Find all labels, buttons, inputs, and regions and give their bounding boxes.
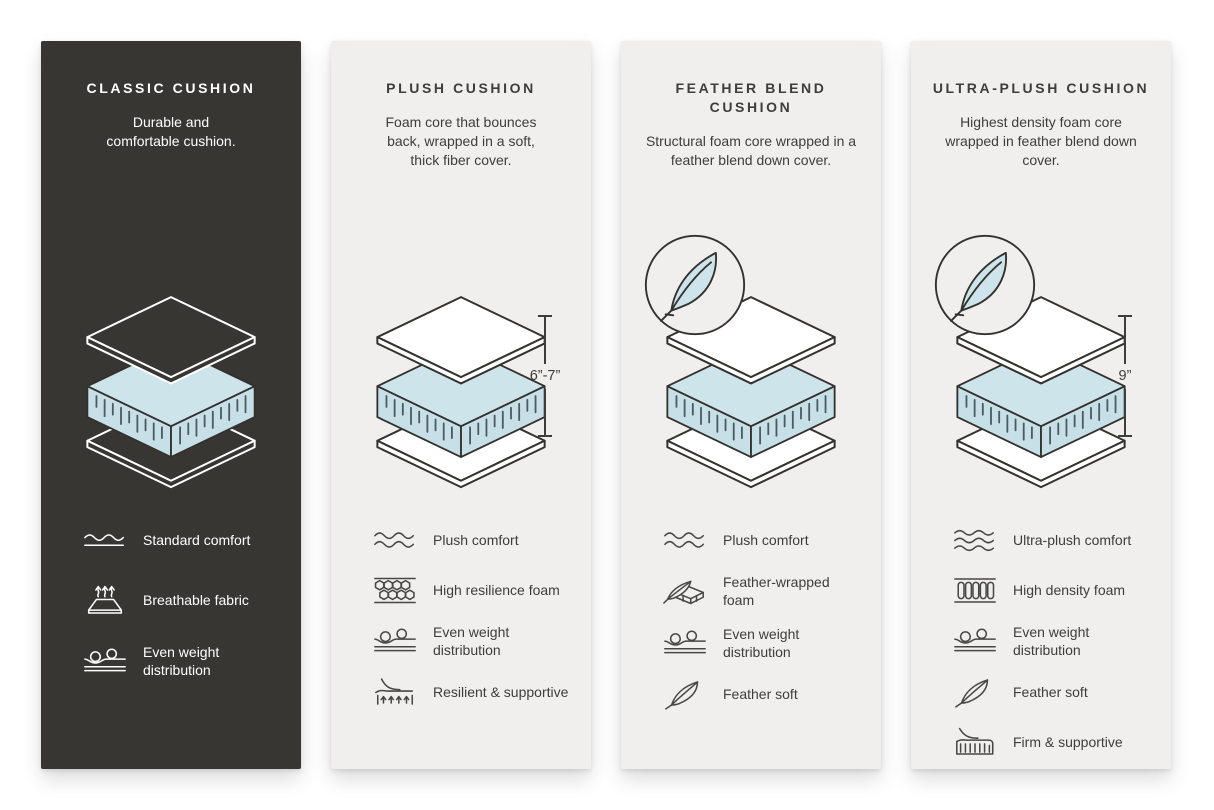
feature-item xyxy=(661,677,861,711)
feature-list xyxy=(931,523,1151,759)
feature-label: High resilience foam xyxy=(433,582,560,598)
feature-item xyxy=(661,523,861,557)
feature-label: Plush comfort xyxy=(433,532,519,548)
card-classic-cushion xyxy=(41,41,301,769)
cushion-illustration xyxy=(351,237,571,509)
card-plush-cushion xyxy=(331,41,591,769)
cushion-illustration xyxy=(931,237,1151,509)
feature-label: Even weight distribution xyxy=(1013,624,1090,658)
feature-item xyxy=(81,643,281,679)
card-description: Durable and comfortable cushion. xyxy=(106,114,236,149)
wave-single-icon xyxy=(81,525,129,556)
card-title: ULTRA-PLUSH CUSHION xyxy=(932,80,1150,96)
resilient-support-icon xyxy=(371,677,419,708)
feature-item xyxy=(951,623,1151,659)
feather-badge-icon xyxy=(643,233,747,337)
honeycomb-foam-icon xyxy=(371,575,419,606)
cushion-stack-icon xyxy=(71,295,271,491)
feature-item xyxy=(371,573,571,607)
feature-item xyxy=(81,523,281,557)
measure-line xyxy=(544,317,546,364)
card-header xyxy=(351,79,571,237)
measure-cap-bottom xyxy=(1118,435,1132,437)
feature-item xyxy=(951,725,1151,759)
feature-label: Plush comfort xyxy=(723,532,809,548)
feature-label: Even weight distribution xyxy=(433,624,510,658)
card-title: FEATHER BLEND CUSHION xyxy=(675,80,827,115)
measure-line xyxy=(1124,389,1126,436)
density-foam-icon xyxy=(951,575,999,606)
feather-icon xyxy=(951,677,999,708)
card-description: Foam core that bounces back, wrapped in a soft, thick fiber cover. xyxy=(385,114,537,168)
wave-double-icon xyxy=(661,525,709,556)
feature-label: Feather soft xyxy=(723,686,798,702)
cushion-illustration xyxy=(61,237,281,509)
wave-triple-icon xyxy=(951,525,999,556)
feature-item xyxy=(661,573,861,609)
card-header xyxy=(931,79,1151,237)
feature-label: Standard comfort xyxy=(143,532,251,548)
height-measurement xyxy=(1097,315,1153,437)
height-measurement xyxy=(517,315,573,437)
feature-item xyxy=(371,623,571,659)
feature-label: Breathable fabric xyxy=(143,592,249,608)
feather-wrapped-foam-icon xyxy=(661,576,709,607)
even-weight-icon xyxy=(371,626,419,657)
card-header xyxy=(641,79,861,237)
card-feather-blend-cushion xyxy=(621,41,881,769)
even-weight-icon xyxy=(951,626,999,657)
firm-supportive-icon xyxy=(951,727,999,758)
even-weight-icon xyxy=(661,628,709,659)
feature-item xyxy=(371,523,571,557)
feather-icon xyxy=(661,679,709,710)
breathable-fabric-icon xyxy=(81,585,129,616)
feature-label: Feather soft xyxy=(1013,684,1088,700)
measure-label: 9” xyxy=(1118,367,1132,384)
measure-label: 6”-7” xyxy=(529,367,561,384)
measure-line xyxy=(544,389,546,436)
feature-label: Even weight distribution xyxy=(723,626,800,660)
feature-label: Firm & supportive xyxy=(1013,734,1123,750)
even-weight-icon xyxy=(81,646,129,677)
feature-label: Resilient & supportive xyxy=(433,684,569,700)
measure-cap-bottom xyxy=(538,435,552,437)
cushion-illustration xyxy=(641,237,861,509)
feature-label: Ultra-plush comfort xyxy=(1013,532,1132,548)
measure-line xyxy=(1124,317,1126,364)
card-description: Highest density foam core wrapped in feather blend down cover. xyxy=(945,114,1137,168)
feature-item xyxy=(951,523,1151,557)
feature-item xyxy=(371,675,571,709)
feature-list xyxy=(61,523,281,679)
feature-list xyxy=(641,523,861,711)
feature-label: High density foam xyxy=(1013,582,1126,598)
card-header xyxy=(61,79,281,237)
wave-double-icon xyxy=(371,525,419,556)
card-title: PLUSH CUSHION xyxy=(386,80,536,96)
feature-item xyxy=(951,573,1151,607)
feature-item xyxy=(951,675,1151,709)
feature-label: Even weight distribution xyxy=(143,644,220,678)
feature-label: Feather-wrapped foam xyxy=(723,574,830,608)
card-title: CLASSIC CUSHION xyxy=(86,80,256,96)
feature-item xyxy=(81,583,281,617)
card-description: Structural foam core wrapped in a feather blend down cover. xyxy=(645,133,857,168)
feature-list xyxy=(351,523,571,709)
card-ultra-plush-cushion xyxy=(911,41,1171,769)
feather-badge-icon xyxy=(933,233,1037,337)
feature-item xyxy=(661,625,861,661)
